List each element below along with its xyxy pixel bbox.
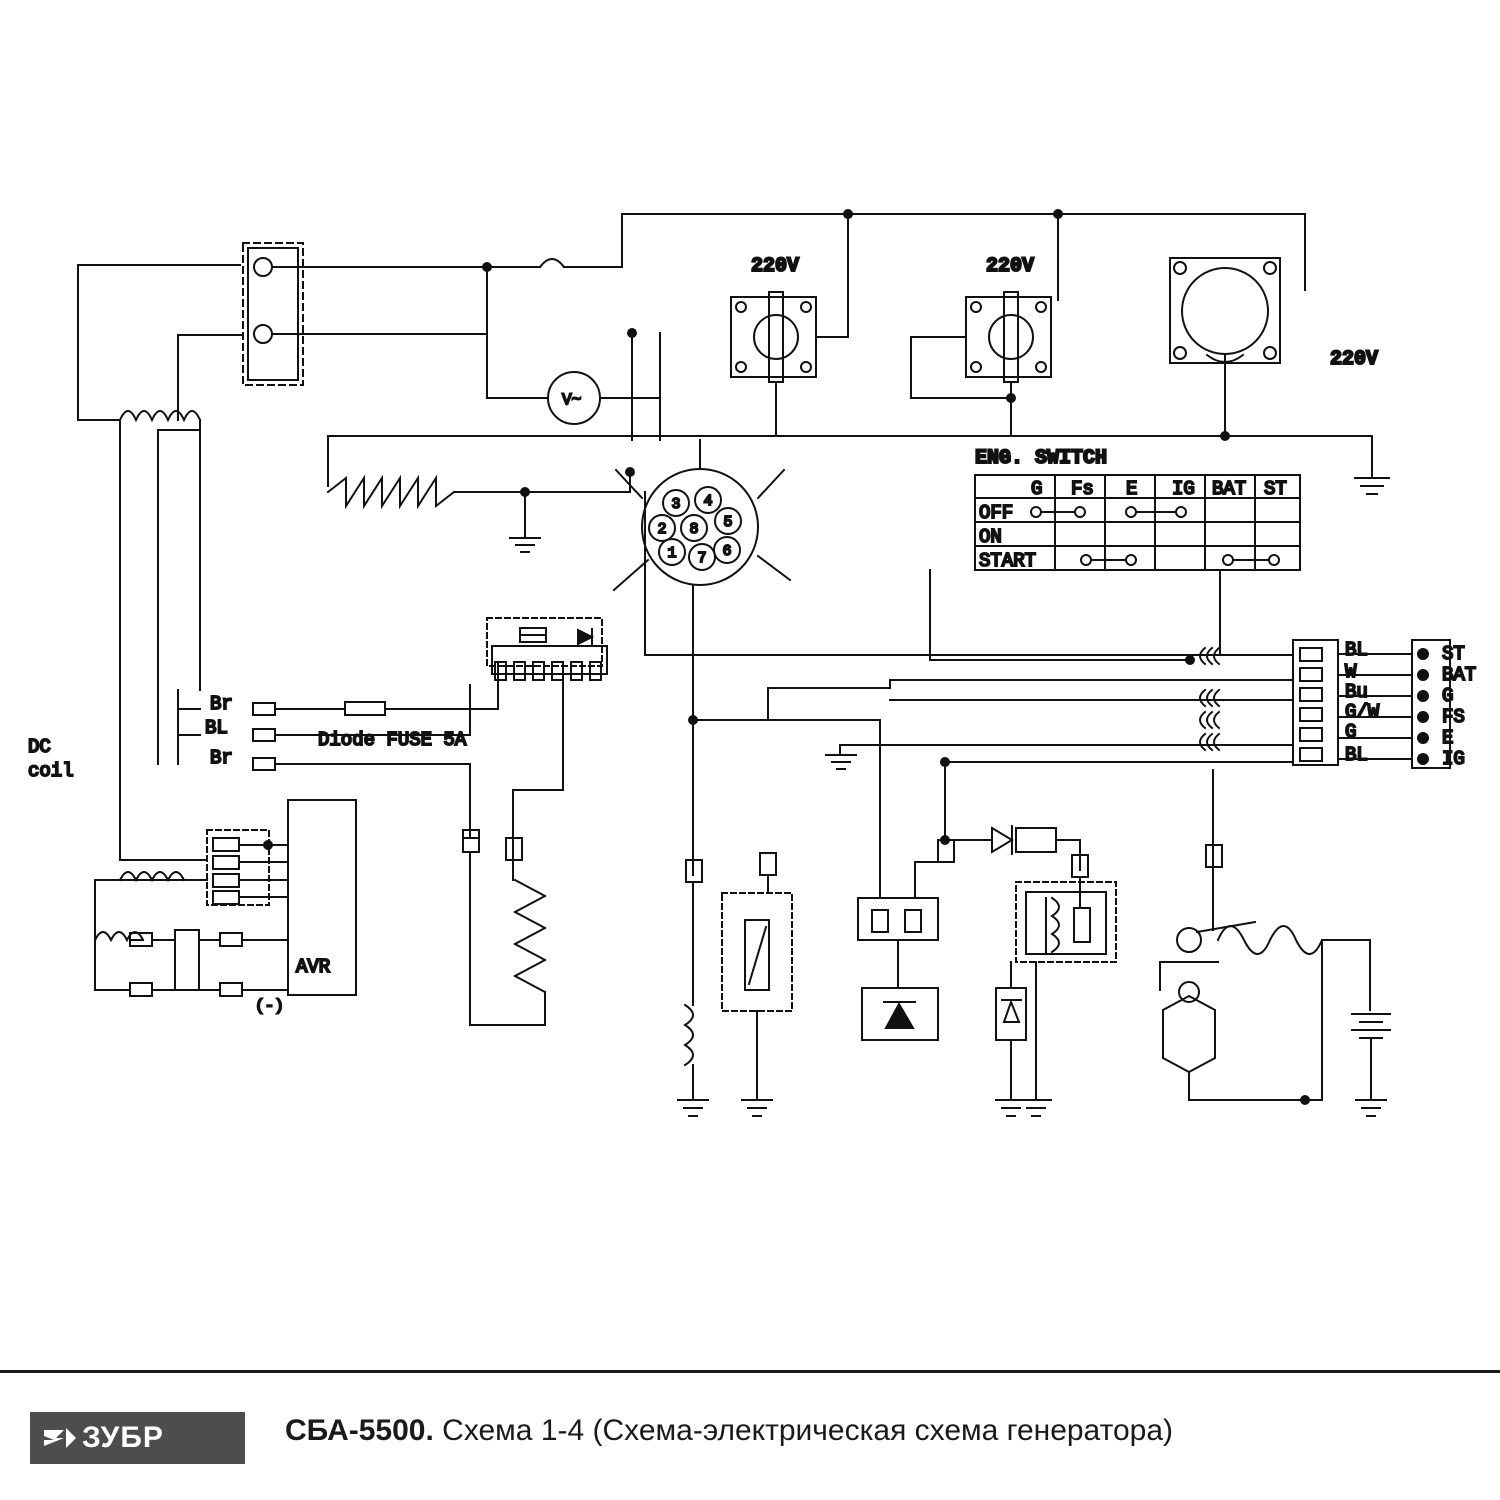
svg-text:G: G — [1442, 685, 1454, 707]
svg-text:Bu: Bu — [1345, 681, 1368, 703]
svg-text:G: G — [1031, 478, 1043, 500]
svg-text:IG: IG — [1172, 478, 1195, 500]
svg-text:(-): (-) — [255, 997, 284, 1015]
caption-description: Схема 1-4 (Схема-электрическая схема генератора) — [433, 1414, 1174, 1447]
svg-text:BL: BL — [205, 717, 228, 739]
svg-text:E: E — [1442, 727, 1454, 749]
svg-text:2: 2 — [657, 521, 667, 538]
svg-text:ST: ST — [1264, 478, 1287, 500]
svg-text:3: 3 — [671, 496, 681, 513]
svg-text:BL: BL — [1345, 639, 1368, 661]
svg-text:IG: IG — [1442, 748, 1465, 770]
brand-logo — [30, 1412, 245, 1464]
svg-text:ON: ON — [979, 526, 1002, 548]
svg-text:OFF: OFF — [979, 502, 1014, 524]
svg-text:Diode FUSE 5A: Diode FUSE 5A — [318, 729, 467, 751]
svg-text:8: 8 — [689, 521, 699, 538]
svg-text:BAT: BAT — [1212, 478, 1247, 500]
svg-text:E: E — [1126, 478, 1138, 500]
caption-model: СБА-5500. — [285, 1414, 434, 1447]
svg-text:BL: BL — [1345, 744, 1368, 766]
svg-text:6: 6 — [722, 543, 732, 560]
svg-text:START: START — [979, 550, 1037, 572]
svg-text:FS: FS — [1442, 706, 1465, 728]
svg-text:ST: ST — [1442, 643, 1465, 665]
svg-text:220V: 220V — [750, 255, 800, 278]
svg-text:G: G — [1345, 721, 1357, 743]
brand-name: ЗУБР — [82, 1421, 164, 1454]
arrow-icon — [42, 1425, 78, 1451]
svg-text:220V: 220V — [1330, 348, 1379, 371]
svg-text:Br: Br — [210, 747, 233, 769]
svg-text:coil: coil — [28, 760, 74, 782]
svg-text:ENG. SWITCH: ENG. SWITCH — [975, 447, 1108, 470]
footer-bar — [0, 1370, 1500, 1500]
svg-text:BAT: BAT — [1442, 664, 1477, 686]
figure-caption — [285, 1414, 1173, 1448]
svg-text:4: 4 — [703, 493, 713, 510]
svg-text:G/W: G/W — [1345, 701, 1380, 723]
svg-text:Br: Br — [210, 693, 233, 715]
svg-text:5: 5 — [723, 514, 733, 531]
svg-text:Fs: Fs — [1071, 478, 1094, 500]
svg-text:7: 7 — [697, 550, 707, 567]
svg-text:1: 1 — [667, 545, 677, 562]
svg-text:AVR: AVR — [296, 956, 331, 978]
svg-text:W: W — [1345, 661, 1357, 683]
svg-text:DC: DC — [28, 736, 51, 758]
svg-text:220V: 220V — [985, 255, 1035, 278]
svg-text:V~: V~ — [562, 391, 582, 409]
footer-divider — [0, 1370, 1500, 1373]
